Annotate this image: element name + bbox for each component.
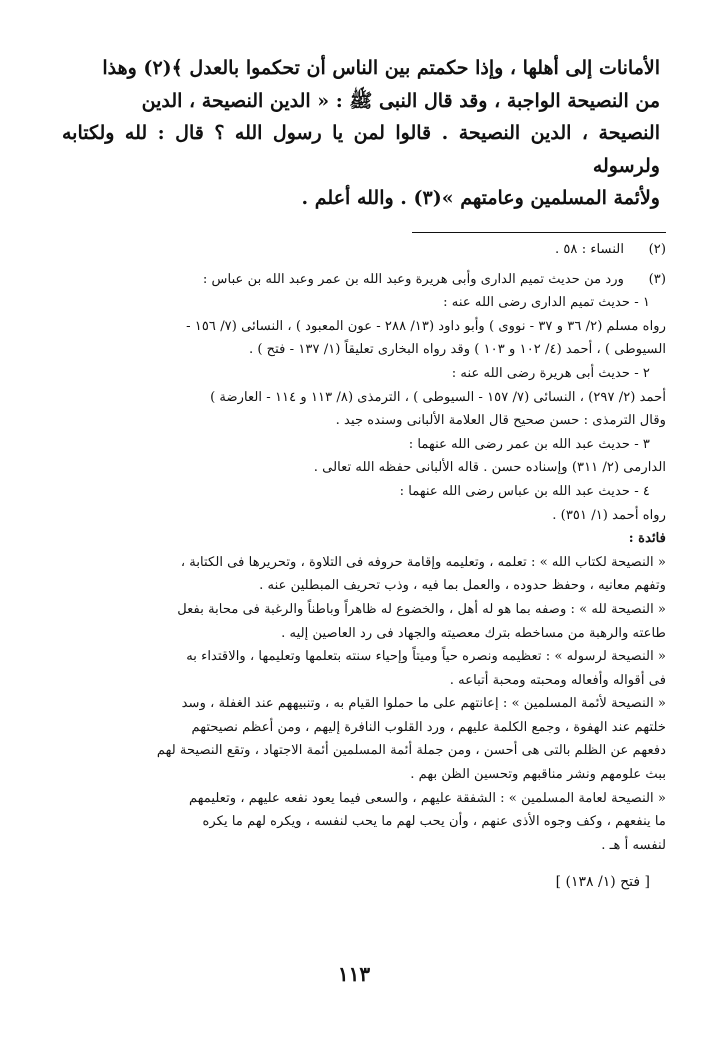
hadith-heading: ١ - حديث تميم الدارى رضى الله عنه : — [443, 295, 650, 311]
benefit-line: فى أقواله وأفعاله ومحبته ومحبة أتباعه . — [449, 672, 666, 688]
footnote-line: الدارمى (٢/ ٣١١) وإسناده حسن . قاله الألبانى حفظه الله تعالى . — [313, 460, 666, 476]
benefit-heading: فائدة : — [628, 531, 666, 547]
main-line: من النصيحة الواجبة ، وقد قال النبى ﷺ : « الدين النصيحة ، الدين — [141, 89, 660, 112]
footnote-line: وقال الترمذى : حسن صحيح قال العلامة الألبانى وسنده جيد . — [335, 413, 666, 429]
footnotes — [52, 238, 666, 895]
benefit-line: « النصيحة لكتاب الله » : تعلمه ، وتعليمه وإقامة حروفه فى التلاوة ، وتحريرها فى الكتابة ، — [180, 554, 666, 570]
benefit-line: ببث علومهم ونشر مناقبهم وتحسين الظن بهم . — [410, 767, 666, 783]
benefit-line: طاعته والرهبة من مساخطه بترك معصيته والجهاد فى رد العاصين إليه . — [281, 625, 666, 641]
benefit-line: لنفسه أ هـ . — [601, 837, 666, 853]
footnote-2 — [52, 238, 666, 262]
main-line: النصيحة ، الدين النصيحة . قالوا لمن يا رسول الله ؟ قال : لله ولكتابه ولرسوله — [62, 122, 660, 177]
main-line: ولأئمة المسلمين وعامتهم »(٣) . والله أعلم . — [301, 187, 660, 209]
benefit-line: « النصيحة لأئمة المسلمين » : إعانتهم على ما حملوا القيام به ، وتنبيههم عند الغفلة ، وسد — [181, 696, 666, 712]
benefit-line: « النصيحة لرسوله » : تعظيمه ونصره حياً وميتاً وإحياء سنته بتعلمها وتعليمها ، والاقتداء به — [186, 649, 666, 665]
main-line: الأمانات إلى أهلها ، وإذا حكمتم بين الناس أن تحكموا بالعدل ﴾(٢) وهذا — [102, 57, 660, 79]
footnote-text: ورد من حديث تميم الدارى وأبى هريرة وعبد الله بن عمر وعبد الله بن عباس : — [202, 271, 624, 287]
hadith-heading: ٣ - حديث عبد الله بن عمر رضى الله عنهما : — [408, 436, 650, 452]
footnote-3-first-line — [52, 268, 666, 292]
footnote-number: (٢) — [648, 242, 666, 257]
benefit-line: خلتهم عند الهفوة ، وجمع الكلمة عليهم ، ورد القلوب النافرة إليهم ، ومن أعظم نصيحتهم — [191, 719, 666, 735]
footnote-text: النساء : ٥٨ . — [554, 242, 624, 257]
benefit-line: ما ينفعهم ، وكف وجوه الأذى عنهم ، وأن يحب لهم ما يحب لنفسه ، ويكره لهم ما يكره — [202, 814, 666, 830]
benefit-line: وتفهم معانيه ، وحفظ حدوده ، والعمل بما فيه ، وذب تحريف المبطلين عنه . — [259, 578, 666, 594]
footnote-line: السيوطى ) ، أحمد (٤/ ١٠٢ و ١٠٣ ) وقد رواه البخارى تعليقاً (١/ ١٣٧ - فتح ) . — [248, 342, 666, 358]
hadith-heading: ٢ - حديث أبى هريرة رضى الله عنه : — [451, 365, 650, 381]
footnote-line: أحمد (٢/ ٢٩٧) ، النسائى (٧/ ١٥٧ - السيوطى ) ، الترمذى (٨/ ١١٣ و ١١٤ - العارضة ) — [210, 389, 666, 405]
benefit-line: « النصيحة لله » : وصفه بما هو له أهل ، والخضوع له ظاهراً وباطناً والرغبة فى محابة بفعل — [177, 601, 666, 617]
main-text — [62, 52, 660, 215]
footnote-line: رواه أحمد (١/ ٣٥١) . — [552, 507, 666, 523]
footnote-line: رواه مسلم (٢/ ٣٦ و ٣٧ - نووى ) وأبو داود (١٣/ ٢٨٨ - عون المعبود ) ، النسائى (٧/ ١٥٦ - — [186, 318, 666, 334]
citation: [ فتح (١/ ١٣٨) ] — [555, 874, 650, 891]
benefit-line: « النصيحة لعامة المسلمين » : الشفقة عليهم ، والسعى فيما يعود نفعه عليهم ، وتعليمهم — [188, 790, 666, 806]
benefit-line: دفعهم عن الظلم بالتى هى أحسن ، ومن جملة أئمة المسلمين أئمة الاجتهاد ، وتقع النصيحة لهم — [156, 743, 666, 759]
hadith-heading: ٤ - حديث عبد الله بن عباس رضى الله عنهما : — [399, 483, 650, 499]
footnote-divider — [412, 232, 666, 233]
page-number: ١١٣ — [337, 962, 371, 986]
footnote-number: (٣) — [648, 271, 666, 287]
